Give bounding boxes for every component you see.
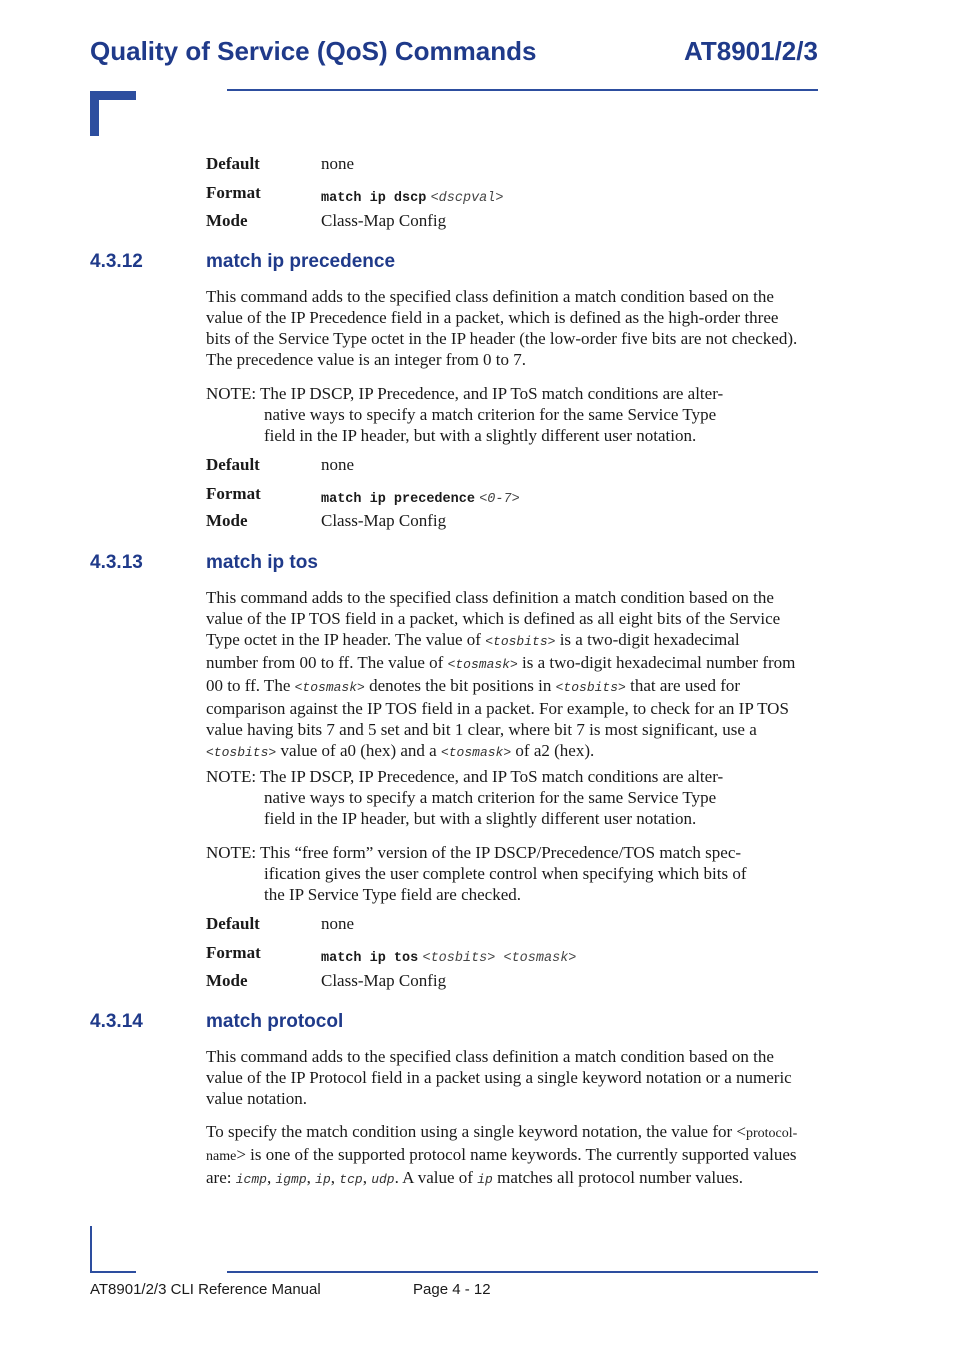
mode-value: Class-Map Config [321, 211, 447, 230]
manual-title: AT8901/2/3 CLI Reference Manual [90, 1281, 321, 1298]
header-rule [227, 89, 818, 91]
default-value: none [321, 455, 355, 474]
format-value [321, 946, 576, 966]
default-label: Default [206, 914, 260, 933]
mode-label: Mode [206, 211, 248, 230]
format-value [321, 487, 520, 507]
mode-label: Mode [206, 971, 248, 990]
default-value: none [321, 154, 355, 173]
page-number: Page 4 - 12 [413, 1281, 491, 1298]
section-title: match ip precedence [206, 251, 396, 272]
default-value: none [321, 914, 355, 933]
format-label: Format [206, 183, 261, 202]
format-argument: <0-7> [479, 492, 520, 507]
format-command: match ip tos [321, 951, 419, 966]
note: NOTE: This “free form” version of the IP DSCP/Precedence/TOS match spec- ification gives the user complete control when specifying which bits of the IP Service Type field are checked. [206, 843, 747, 904]
section-number: 4.3.14 [90, 1011, 143, 1032]
format-label: Format [206, 943, 261, 962]
section-paragraph: This command adds to the specified class definition a match condition based on the value of the IP Precedence field in a packet, which is defined as the high-order three bits of the Service Type octet in the IP header (the low-order five bits are not checked). The precedence value is an integer from 0 to 7. [206, 287, 798, 369]
format-command: match ip precedence [321, 492, 475, 507]
section-paragraph: To specify the match condition using a single keyword notation, the value for <protocol- name> is one of the supported protocol name keywords. The currently supported values are: icmp, igmp, ip, tcp, udp. A value of ip matches all protocol number values. [206, 1122, 798, 1187]
mode-value: Class-Map Config [321, 971, 447, 990]
mode-label: Mode [206, 511, 248, 530]
section-paragraph: This command adds to the specified class definition a match condition based on the value of the IP TOS field in a packet, which is defined as all eight bits of the Service Type octet in the IP header. The value of <tosbits> is a two-digit hexadecimal number from 00 to ff. The value of <tosmask> is a two-digit hexadecimal number from 00 to ff. The <tosmask> denotes the bit positions in <tosbits> that are used for comparison against the IP TOS field in a packet. For example, to check for an IP TOS value having bits 7 and 5 set and bit 1 clear, where bit 7 is most significant, use a <tosbits> value of a0 (hex) and a <tosmask> of a2 (hex). [206, 588, 796, 760]
product-name: AT8901/2/3 [684, 36, 818, 66]
format-command: match ip dscp [321, 191, 427, 206]
format-value [321, 186, 504, 206]
note: NOTE: The IP DSCP, IP Precedence, and IP ToS match conditions are alter- native ways to specify a match criterion for the same Service Type field in the IP header, but with a slightly different user notation. [206, 384, 724, 445]
default-label: Default [206, 154, 260, 173]
section-paragraph: This command adds to the specified class definition a match condition based on the value of the IP Protocol field in a packet using a single keyword notation or a numeric value notation. [206, 1047, 792, 1108]
section-title: match ip tos [206, 552, 318, 573]
section-number: 4.3.13 [90, 552, 143, 573]
default-label: Default [206, 455, 260, 474]
footer-corner-bar [90, 1271, 136, 1273]
mode-value: Class-Map Config [321, 511, 447, 530]
format-argument: <tosbits> <tosmask> [422, 951, 577, 966]
footer-rule [227, 1271, 818, 1273]
footer-corner-stem [90, 1226, 92, 1273]
format-label: Format [206, 484, 261, 503]
section-title: match protocol [206, 1011, 344, 1032]
page-title: Quality of Service (QoS) Commands [90, 36, 537, 66]
header-corner-stem [90, 91, 99, 136]
format-argument: <dscpval> [430, 191, 504, 206]
note: NOTE: The IP DSCP, IP Precedence, and IP ToS match conditions are alter- native ways to specify a match criterion for the same Service Type field in the IP header, but with a slightly different user notation. [206, 767, 724, 828]
section-number: 4.3.12 [90, 251, 143, 272]
